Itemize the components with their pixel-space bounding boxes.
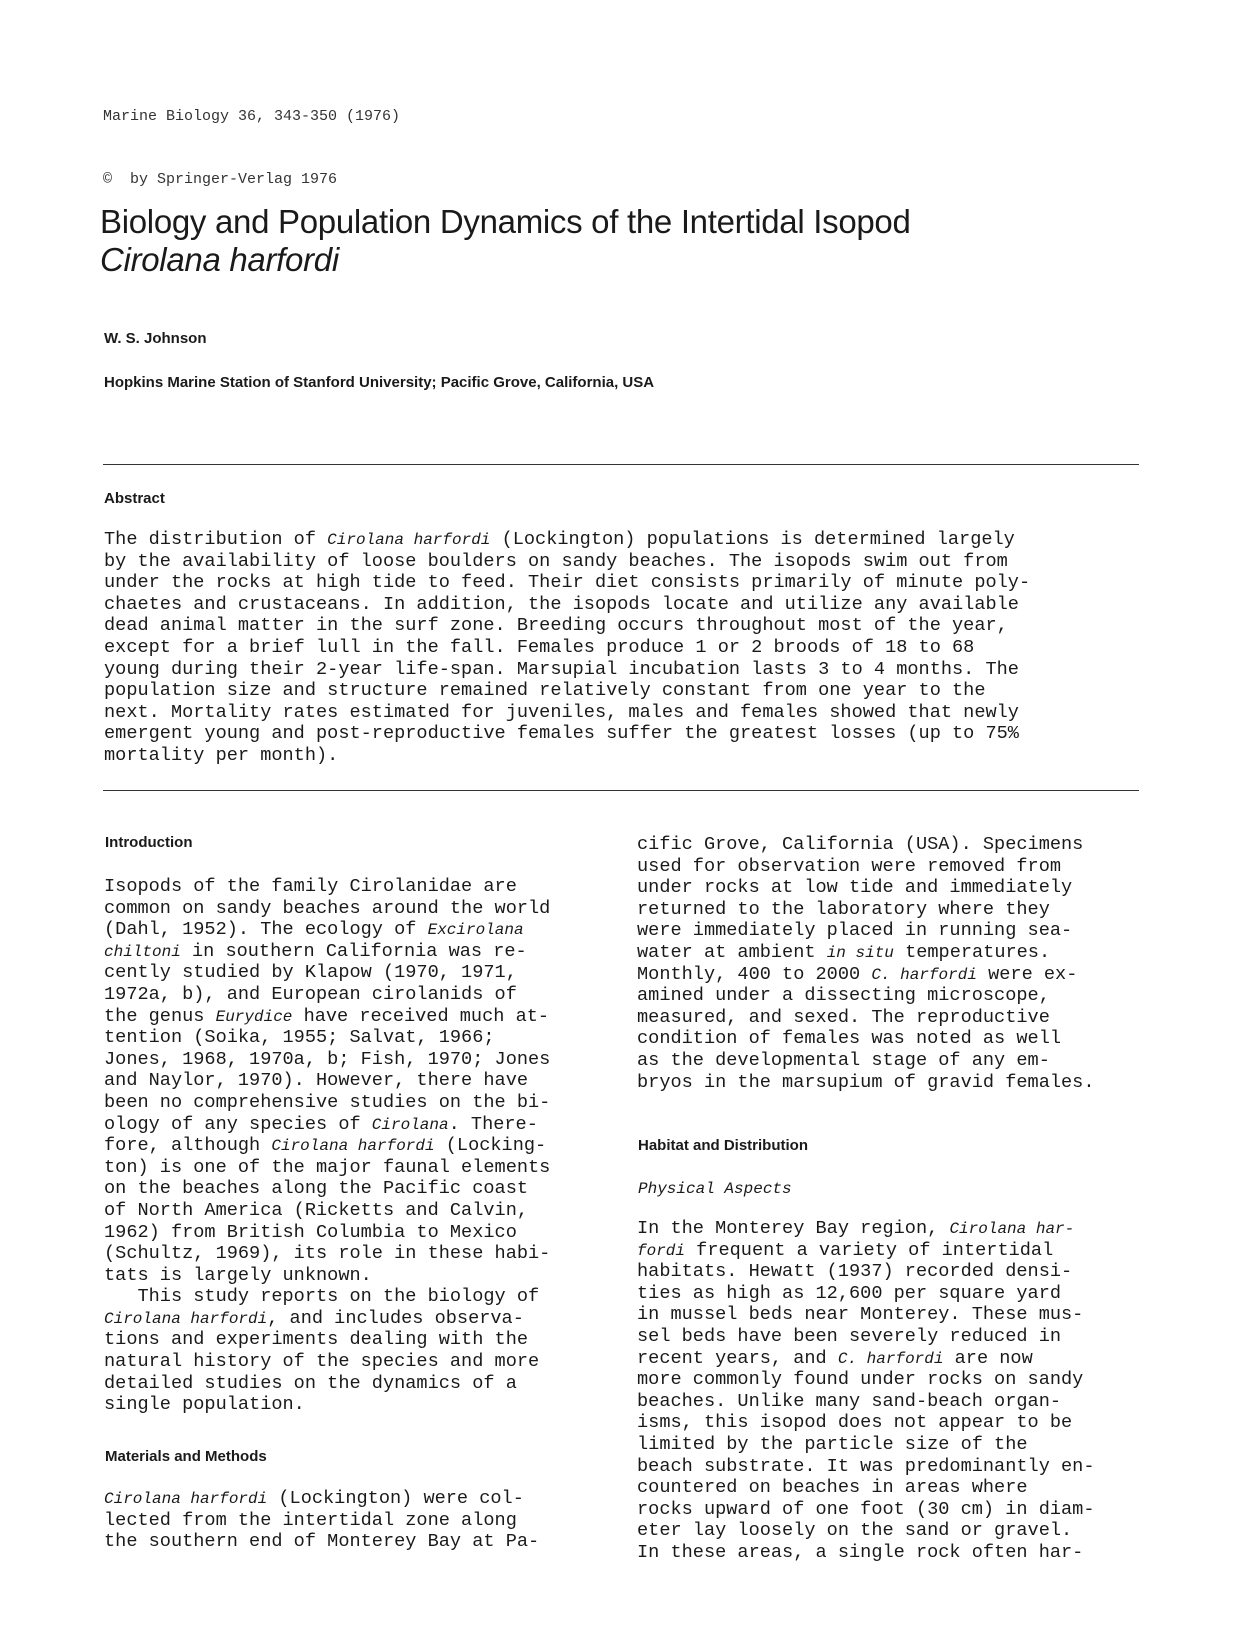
text-line: (Schultz, 1969), its role in these habi-: [104, 1243, 551, 1265]
text-line: population size and structure remained relatively constant from one year to the: [104, 680, 986, 702]
text-line: tention (Soika, 1955; Salvat, 1966;: [104, 1027, 495, 1049]
text-line: single population.: [104, 1394, 305, 1416]
methods-text: [104, 1488, 539, 1553]
text-line: by the availability of loose boulders on sandy beaches. The isopods swim out from: [104, 550, 1008, 572]
text-line: mortality per month).: [104, 744, 339, 766]
text-line: (Dahl, 1952). The ecology of Excirolana: [104, 919, 524, 941]
text-line: countered on beaches in areas where: [637, 1477, 1028, 1499]
text-line: lected from the intertidal zone along: [104, 1509, 517, 1531]
text-line: fordi frequent a variety of intertidal: [637, 1239, 1054, 1261]
text-line: Jones, 1968, 1970a, b; Fish, 1970; Jones: [104, 1048, 551, 1070]
text-line: as the developmental stage of any em-: [637, 1049, 1050, 1071]
text-line: emergent young and post-reproductive females suffer the greatest losses (up to 75%: [104, 723, 1019, 745]
text-line: eter lay loosely on the sand or gravel.: [637, 1520, 1073, 1542]
text-line: chaetes and crustaceans. In addition, the isopods locate and utilize any available: [104, 593, 1019, 615]
text-line: bryos in the marsupium of gravid females.: [637, 1071, 1095, 1093]
text-line: This study reports on the biology of: [104, 1286, 540, 1308]
text-line: cific Grove, California (USA). Specimens: [637, 834, 1084, 855]
habitat-heading: Habitat and Distribution: [638, 1137, 808, 1154]
paper-title: [100, 203, 1100, 279]
text-line: detailed studies on the dynamics of a: [104, 1372, 517, 1394]
text-line: of North America (Ricketts and Calvin,: [104, 1199, 529, 1221]
text-line: chiltoni in southern California was re-: [104, 940, 527, 962]
text-line: Cirolana harfordi, and includes observa-: [104, 1307, 524, 1329]
text-line: ties as high as 12,600 per square yard: [637, 1282, 1062, 1304]
text-line: ology of any species of Cirolana. There-: [104, 1113, 538, 1135]
author-affiliation: Hopkins Marine Station of Stanford University; Pacific Grove, California, USA: [104, 374, 655, 391]
text-line: more commonly found under rocks on sandy: [637, 1369, 1084, 1391]
text-line: returned to the laboratory where they: [637, 898, 1050, 920]
journal-reference: [103, 64, 400, 211]
text-line: cently studied by Klapow (1970, 1971,: [104, 962, 517, 984]
copyright-line: © by Springer-Verlag 1976: [103, 171, 338, 188]
text-line: next. Mortality rates estimated for juveniles, males and females showed that newly: [104, 701, 1019, 723]
text-line: The distribution of Cirolana harfordi (Lockington) populations is determined largely: [104, 529, 1015, 550]
text-line: been no comprehensive studies on the bi-: [104, 1091, 551, 1113]
text-line: in mussel beds near Monterey. These mus-: [637, 1304, 1084, 1326]
text-line: tions and experiments dealing with the: [104, 1329, 529, 1351]
text-line: sel beds have been severely reduced in: [637, 1325, 1062, 1347]
text-line: In these areas, a single rock often har-: [637, 1541, 1084, 1563]
text-line: and Naylor, 1970). However, there have: [104, 1070, 529, 1092]
author-name: W. S. Johnson: [104, 330, 207, 347]
text-line: ton) is one of the major faunal elements: [104, 1156, 551, 1178]
text-line: natural history of the species and more: [104, 1351, 540, 1373]
text-line: the genus Eurydice have received much at-: [104, 1005, 550, 1027]
journal-citation: Marine Biology 36, 343-350 (1976): [103, 108, 401, 125]
text-line: 1972a, b), and European cirolanids of: [104, 983, 517, 1005]
text-line: tats is largely unknown.: [104, 1264, 372, 1286]
text-line: beach substrate. It was predominantly en-: [637, 1455, 1095, 1477]
abstract-bottom-rule: [103, 790, 1139, 791]
title-species: Cirolana harfordi: [100, 241, 339, 278]
text-line: recent years, and C. harfordi are now: [637, 1347, 1033, 1369]
text-line: young during their 2-year life-span. Marsupial incubation lasts 3 to 4 months. The: [104, 658, 1019, 680]
text-line: Monthly, 400 to 2000 C. harfordi were ex-: [637, 963, 1078, 985]
abstract-heading: Abstract: [104, 490, 165, 507]
introduction-text: [104, 876, 550, 1416]
text-line: fore, although Cirolana harfordi (Locking-: [104, 1135, 547, 1157]
text-line: used for observation were removed from: [637, 855, 1062, 877]
text-line: Isopods of the family Cirolanidae are: [104, 876, 517, 897]
text-line: limited by the particle size of the: [637, 1433, 1028, 1455]
methods-continued-text: [637, 834, 1094, 1093]
text-line: Cirolana harfordi (Lockington) were col-: [104, 1488, 524, 1509]
text-line: the southern end of Monterey Bay at Pa-: [104, 1531, 540, 1553]
abstract-text: [104, 529, 1030, 767]
text-line: were immediately placed in running sea-: [637, 920, 1073, 942]
text-line: rocks upward of one foot (30 cm) in diam-: [637, 1498, 1095, 1520]
habitat-text: [637, 1218, 1094, 1564]
text-line: except for a brief lull in the fall. Females produce 1 or 2 broods of 18 to 68: [104, 636, 975, 658]
text-line: water at ambient in situ temperatures.: [637, 941, 1051, 963]
text-line: isms, this isopod does not appear to be: [637, 1412, 1073, 1434]
physical-aspects-subheading: Physical Aspects: [638, 1180, 792, 1198]
title-main: Biology and Population Dynamics of the Intertidal Isopod: [100, 203, 911, 240]
text-line: condition of females was noted as well: [637, 1028, 1062, 1050]
text-line: dead animal matter in the surf zone. Breeding occurs throughout most of the year,: [104, 615, 1008, 637]
text-line: under rocks at low tide and immediately: [637, 877, 1073, 899]
text-line: In the Monterey Bay region, Cirolana har-: [637, 1218, 1075, 1239]
text-line: amined under a dissecting microscope,: [637, 985, 1050, 1007]
text-line: 1962) from British Columbia to Mexico: [104, 1221, 517, 1243]
text-line: beaches. Unlike many sand-beach organ-: [637, 1390, 1062, 1412]
text-line: habitats. Hewatt (1937) recorded densi-: [637, 1261, 1073, 1283]
text-line: under the rocks at high tide to feed. Their diet consists primarily of minute poly-: [104, 572, 1031, 594]
methods-heading: Materials and Methods: [105, 1448, 267, 1465]
text-line: measured, and sexed. The reproductive: [637, 1006, 1050, 1028]
text-line: on the beaches along the Pacific coast: [104, 1178, 529, 1200]
text-line: common on sandy beaches around the world: [104, 897, 551, 919]
abstract-top-rule: [103, 464, 1139, 465]
introduction-heading: Introduction: [105, 834, 193, 851]
